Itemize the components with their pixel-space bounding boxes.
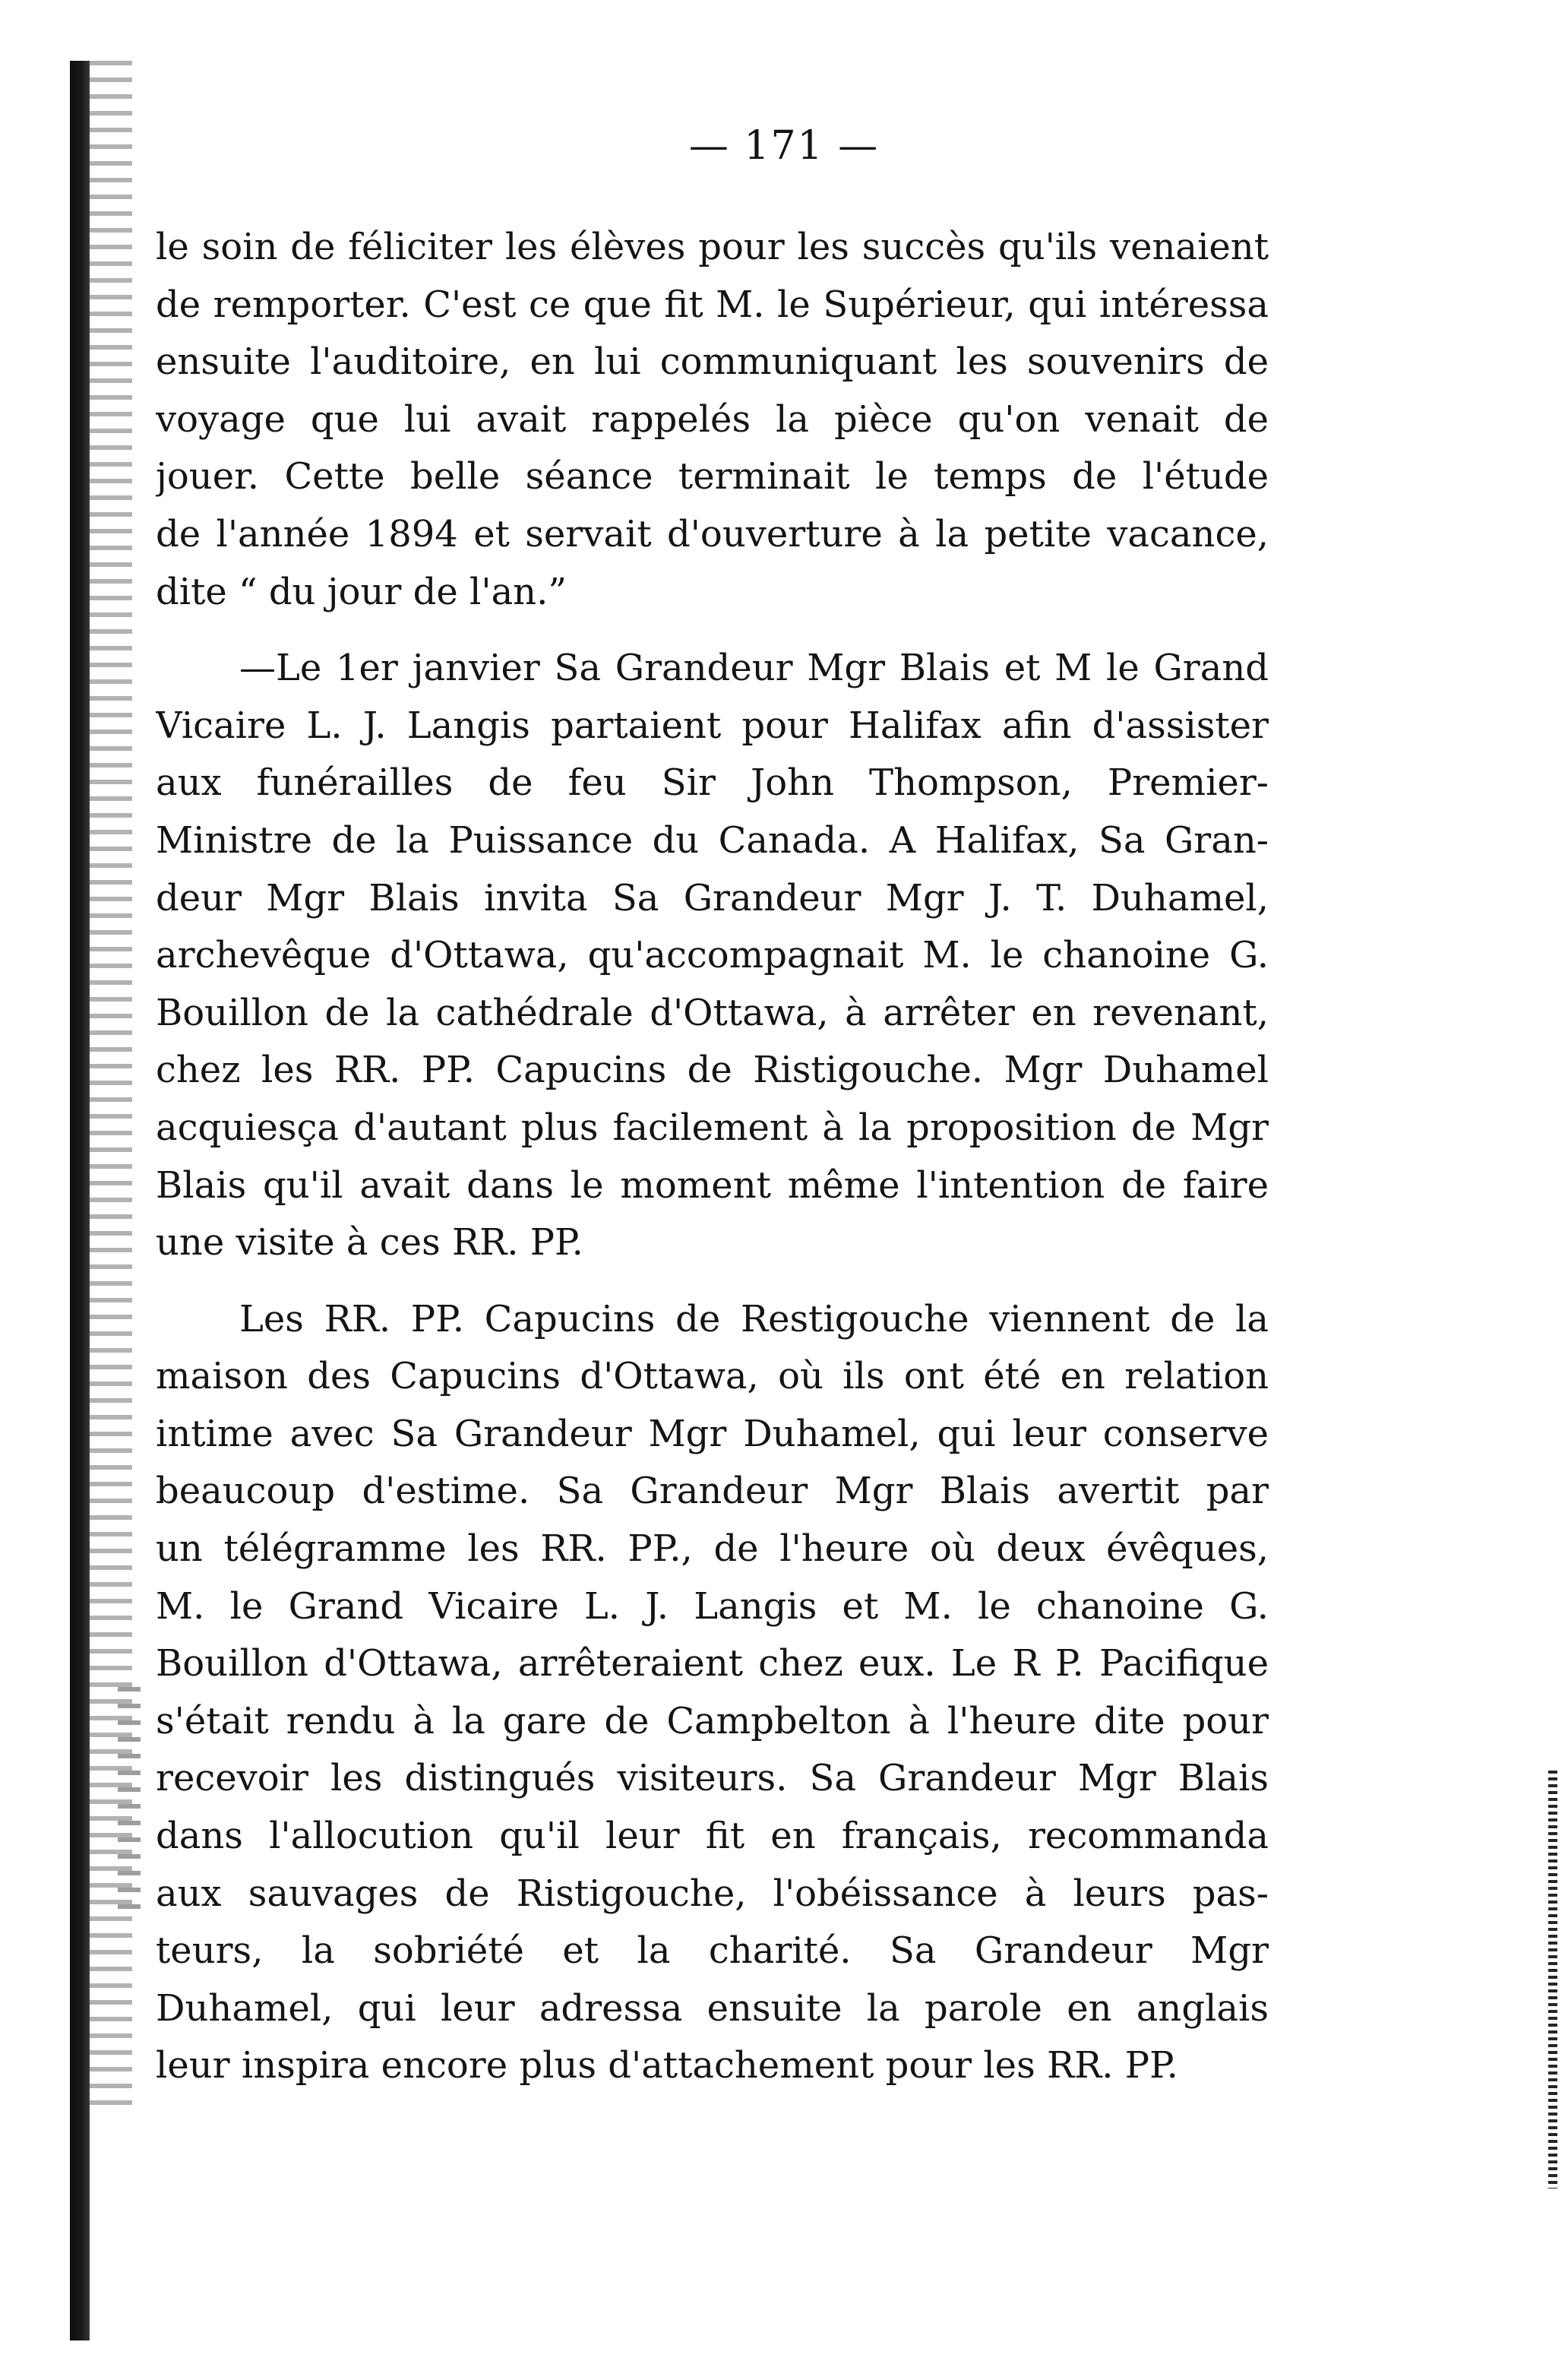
page-number: — 171 —: [688, 123, 880, 169]
text-line: aux funérailles de feu Sir John Thompson, Premier-: [156, 761, 1269, 805]
text-line: intime avec Sa Grandeur Mgr Duhamel, qui leur conserve: [156, 1412, 1269, 1455]
text-line: archevêque d'Ottawa, qu'accompagnait M. le chanoine G.: [156, 934, 1269, 977]
text-line: dite “ du jour de l'an.”: [156, 570, 567, 613]
text-line: Vicaire L. J. Langis partaient pour Halifax afin d'assister: [156, 704, 1269, 747]
paragraph-2: [156, 640, 1269, 1272]
paragraph-3: [156, 1291, 1269, 2095]
text-line: Bouillon de la cathédrale d'Ottawa, à arrêter en revenant,: [156, 991, 1269, 1034]
text-line: recevoir les distingués visiteurs. Sa Grandeur Mgr Blais: [156, 1757, 1269, 1800]
scan-noise-right-edge: [1548, 1771, 1557, 2189]
text-line: de l'année 1894 et servait d'ouverture à la petite vacance,: [156, 512, 1269, 555]
body-text: [156, 219, 1269, 2114]
text-line: Les RR. PP. Capucins de Restigouche viennent de la: [239, 1297, 1269, 1340]
text-line: jouer. Cette belle séance terminait le temps de l'étude: [156, 455, 1269, 498]
text-line: Ministre de la Puissance du Canada. A Halifax, Sa Gran-: [156, 818, 1269, 862]
text-line: teurs, la sobriété et la charité. Sa Grandeur Mgr: [156, 1929, 1269, 1973]
text-line: Duhamel, qui leur adressa ensuite la parole en anglais: [156, 1986, 1269, 2030]
text-line: aux sauvages de Ristigouche, l'obéissance à leurs pas-: [156, 1872, 1269, 1915]
text-line: s'était rendu à la gare de Campbelton à l'heure dite pour: [156, 1699, 1269, 1742]
text-line: une visite à ces RR. PP.: [156, 1221, 583, 1264]
text-line: Blais qu'il avait dans le moment même l'intention de faire: [156, 1163, 1269, 1207]
binding-shadow-speckle-lower: [118, 1687, 141, 1915]
text-line: beaucoup d'estime. Sa Grandeur Mgr Blais avertit par: [156, 1470, 1269, 1513]
text-line: leur inspira encore plus d'attachement pour les RR. PP.: [156, 2044, 1178, 2087]
text-line: ensuite l'auditoire, en lui communiquant les souvenirs de: [156, 340, 1269, 384]
text-line: —Le 1er janvier Sa Grandeur Mgr Blais et M le Grand: [239, 647, 1269, 690]
text-line: chez les RR. PP. Capucins de Ristigouche. Mgr Duhamel: [156, 1049, 1269, 1092]
text-line: le soin de féliciter les élèves pour les succès qu'ils venaient: [156, 226, 1269, 268]
text-line: maison des Capucins d'Ottawa, où ils ont été en relation: [156, 1355, 1269, 1398]
text-line: Bouillon d'Ottawa, arrêteraient chez eux. Le R P. Pacifique: [156, 1642, 1269, 1685]
text-line: voyage que lui avait rappelés la pièce qu'on venait de: [156, 397, 1269, 441]
text-line: un télégramme les RR. PP., de l'heure où deux évêques,: [156, 1527, 1269, 1571]
text-line: dans l'allocution qu'il leur fit en français, recommanda: [156, 1815, 1269, 1858]
paragraph-1: [156, 219, 1269, 621]
text-line: deur Mgr Blais invita Sa Grandeur Mgr J. T. Duhamel,: [156, 876, 1269, 919]
text-line: M. le Grand Vicaire L. J. Langis et M. le chanoine G.: [156, 1584, 1269, 1628]
text-line: acquiesça d'autant plus facilement à la proposition de Mgr: [156, 1106, 1269, 1149]
book-binding-edge: [70, 61, 90, 2340]
text-line: de remporter. C'est ce que fit M. le Supérieur, qui intéressa: [156, 283, 1269, 326]
